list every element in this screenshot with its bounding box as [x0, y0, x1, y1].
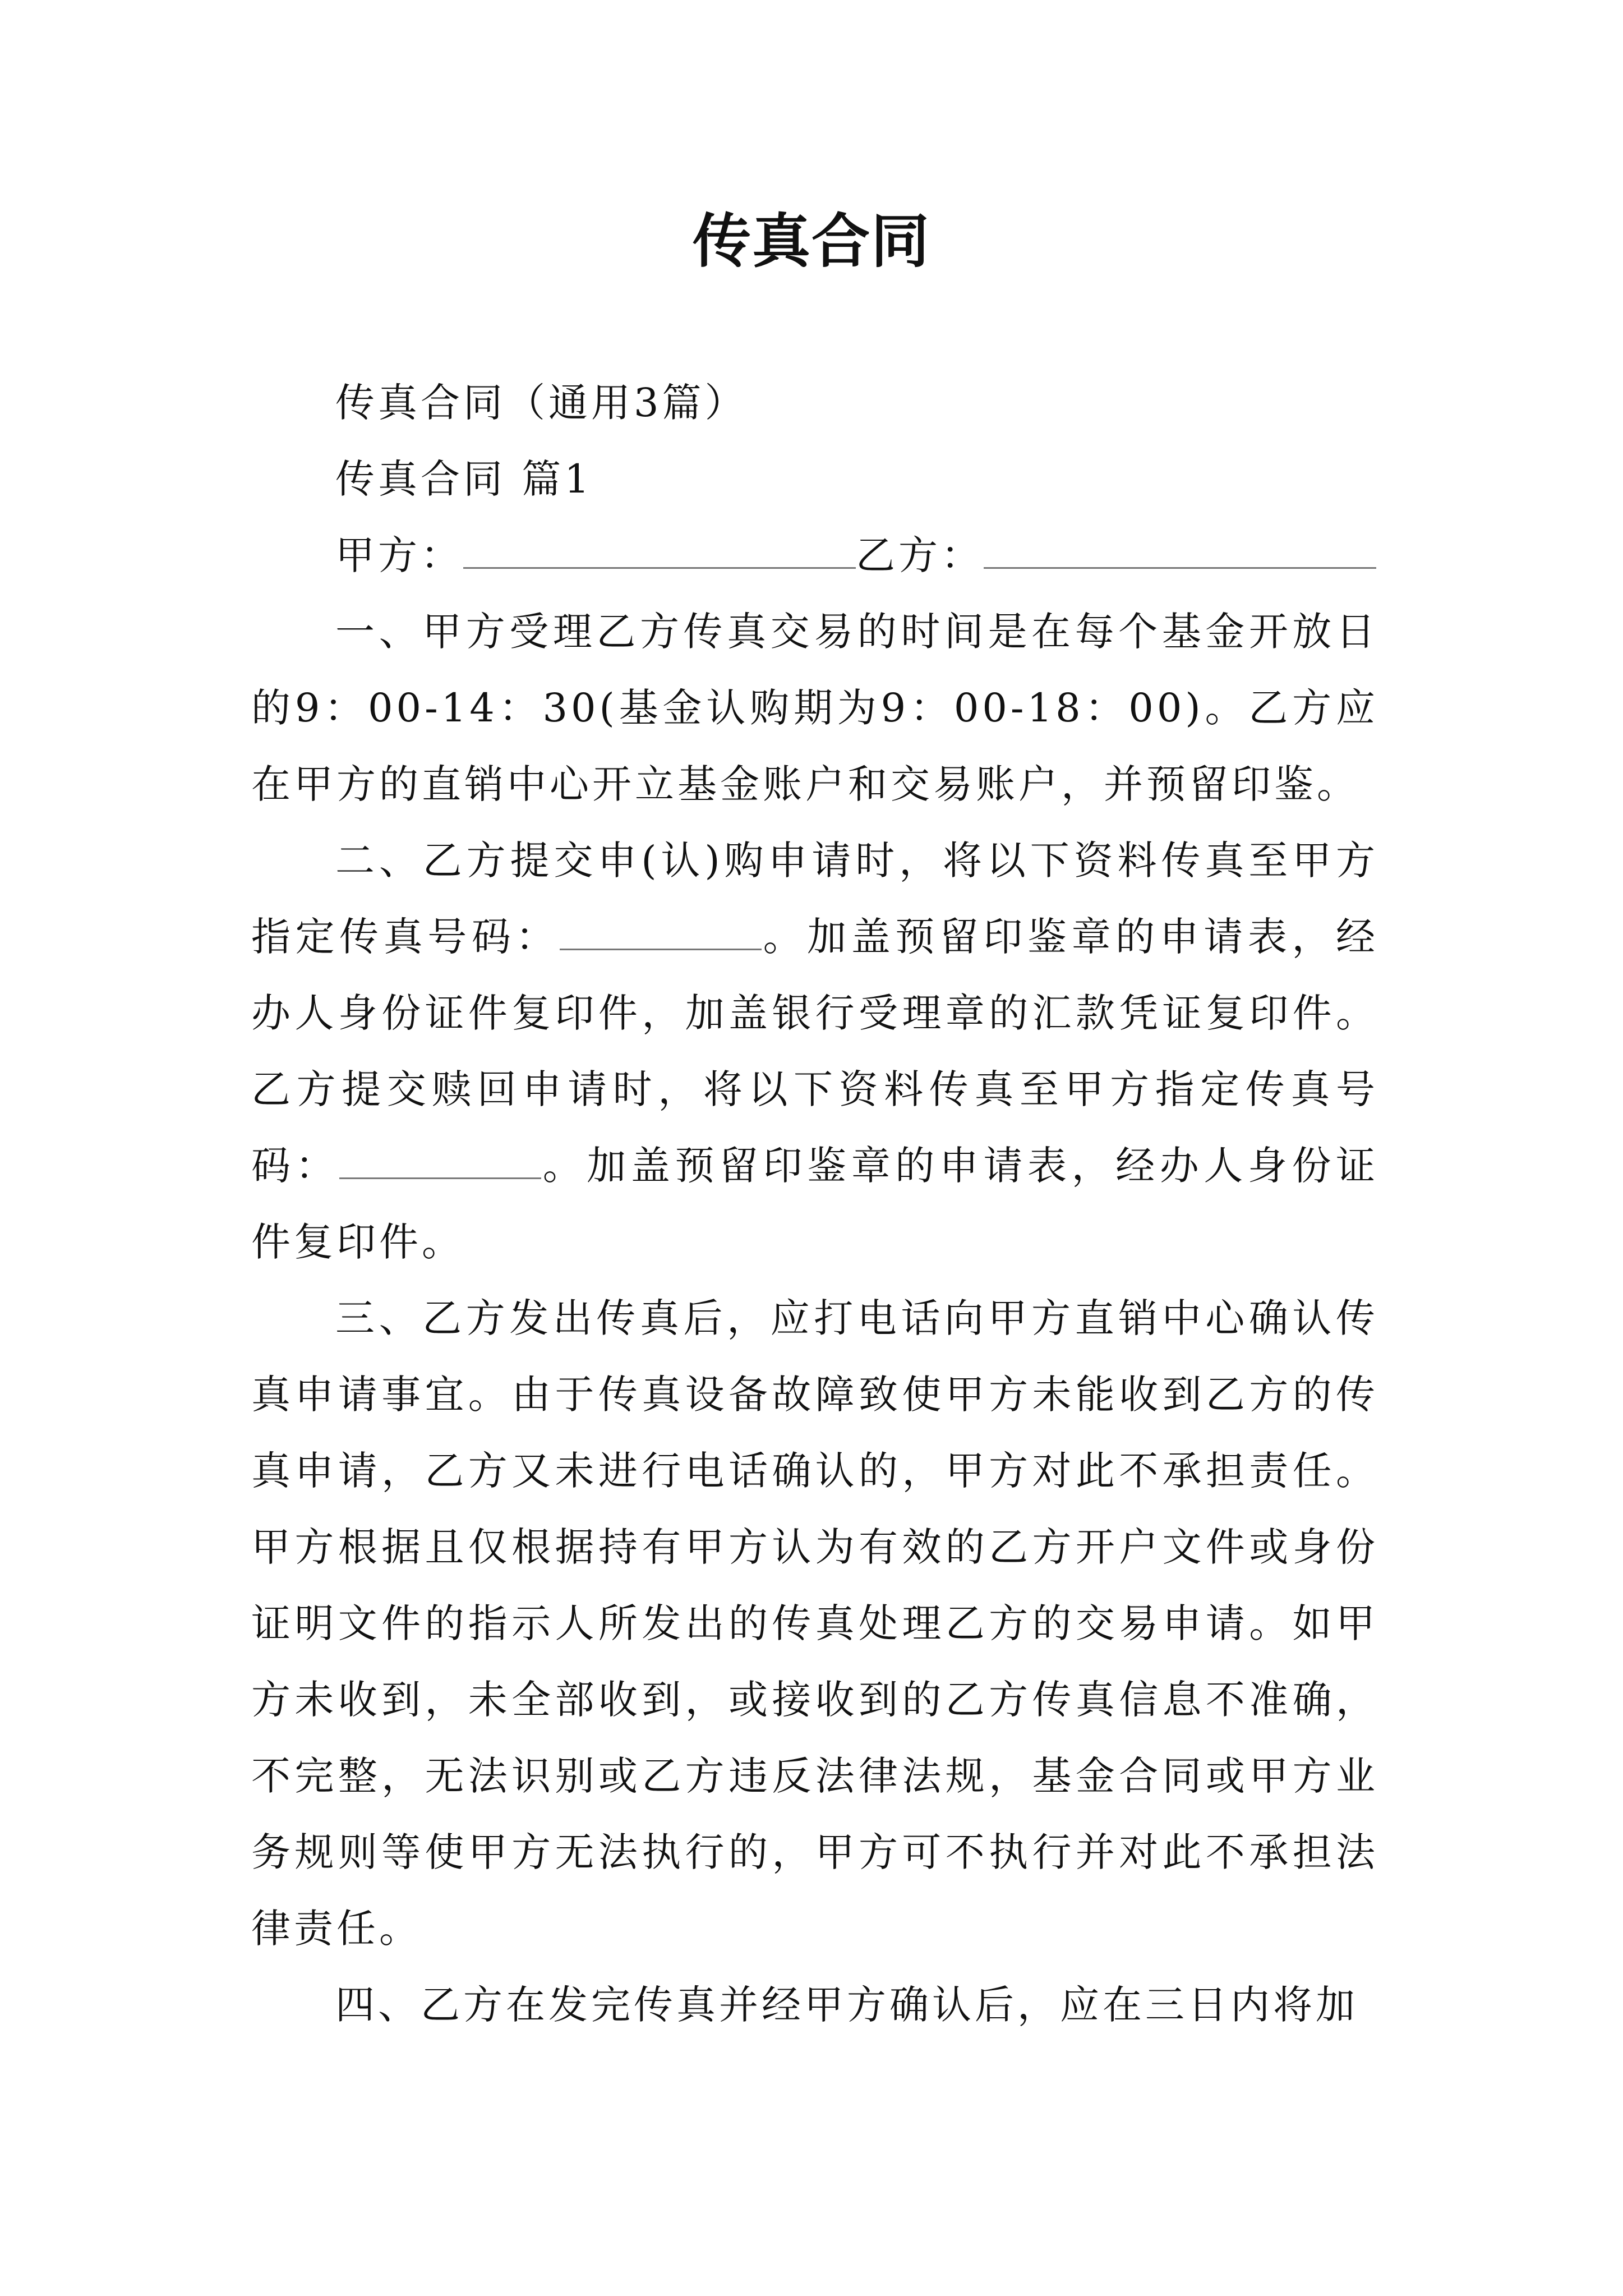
party-b-label: 乙方：	[856, 532, 984, 578]
clause-2	[251, 822, 1378, 1280]
document-body	[251, 365, 1378, 2043]
document-subtitle: 传真合同（通用3篇）	[335, 380, 748, 426]
clause-3: 三、乙方发出传真后，应打电话向甲方直销中心确认传真申请事宜。由于传真设备故障致使甲方未能收到乙方的传真申请，乙方又未进行电话确认的，甲方对此不承担责任。甲方根据且仅根据持有甲方认为有效的乙方开户文件或身份证明文件的指示人所发出的传真处理乙方的交易申请。如甲方未收到，未全部收到，或接收到的乙方传真信息不准确，不完整，无法识别或乙方违反法律法规，基金合同或甲方业务规则等使甲方无法执行的，甲方可不执行并对此不承担法律责任。	[251, 1295, 1378, 1952]
party-a-blank	[463, 533, 856, 569]
clause-1: 一、甲方受理乙方传真交易的时间是在每个基金开放日的9：00-14：30(基金认购期为9：00-18：00)。乙方应在甲方的直销中心开立基金账户和交易账户，并预留印鉴。	[251, 609, 1378, 807]
fax-number-blank-1	[560, 915, 762, 950]
party-b-blank	[984, 533, 1376, 569]
clause-2-text-3: 。加盖预留印鉴章的申请表，经办人身份证件复印件。	[251, 1143, 1379, 1265]
fax-number-blank-2	[339, 1144, 541, 1179]
clause-4: 四、乙方在发完传真并经甲方确认后，应在三日内将加	[335, 1982, 1358, 2028]
parties-line	[251, 517, 1378, 593]
clause-2-text-1: 二、乙方提交申(认)购申请时，将以下资料传真至甲方指定传真号码：	[251, 838, 1378, 960]
clause-2-text-2: 。加盖预留印鉴章的申请表，经办人身份证件复印件，加盖银行受理章的汇款凭证复印件。乙方提交赎回申请时，将以下资料传真至甲方指定传真号码：	[251, 914, 1378, 1189]
document-title: 传真合同	[692, 206, 930, 275]
party-a-label: 甲方：	[335, 532, 463, 578]
section-heading: 传真合同 篇1	[335, 456, 593, 502]
